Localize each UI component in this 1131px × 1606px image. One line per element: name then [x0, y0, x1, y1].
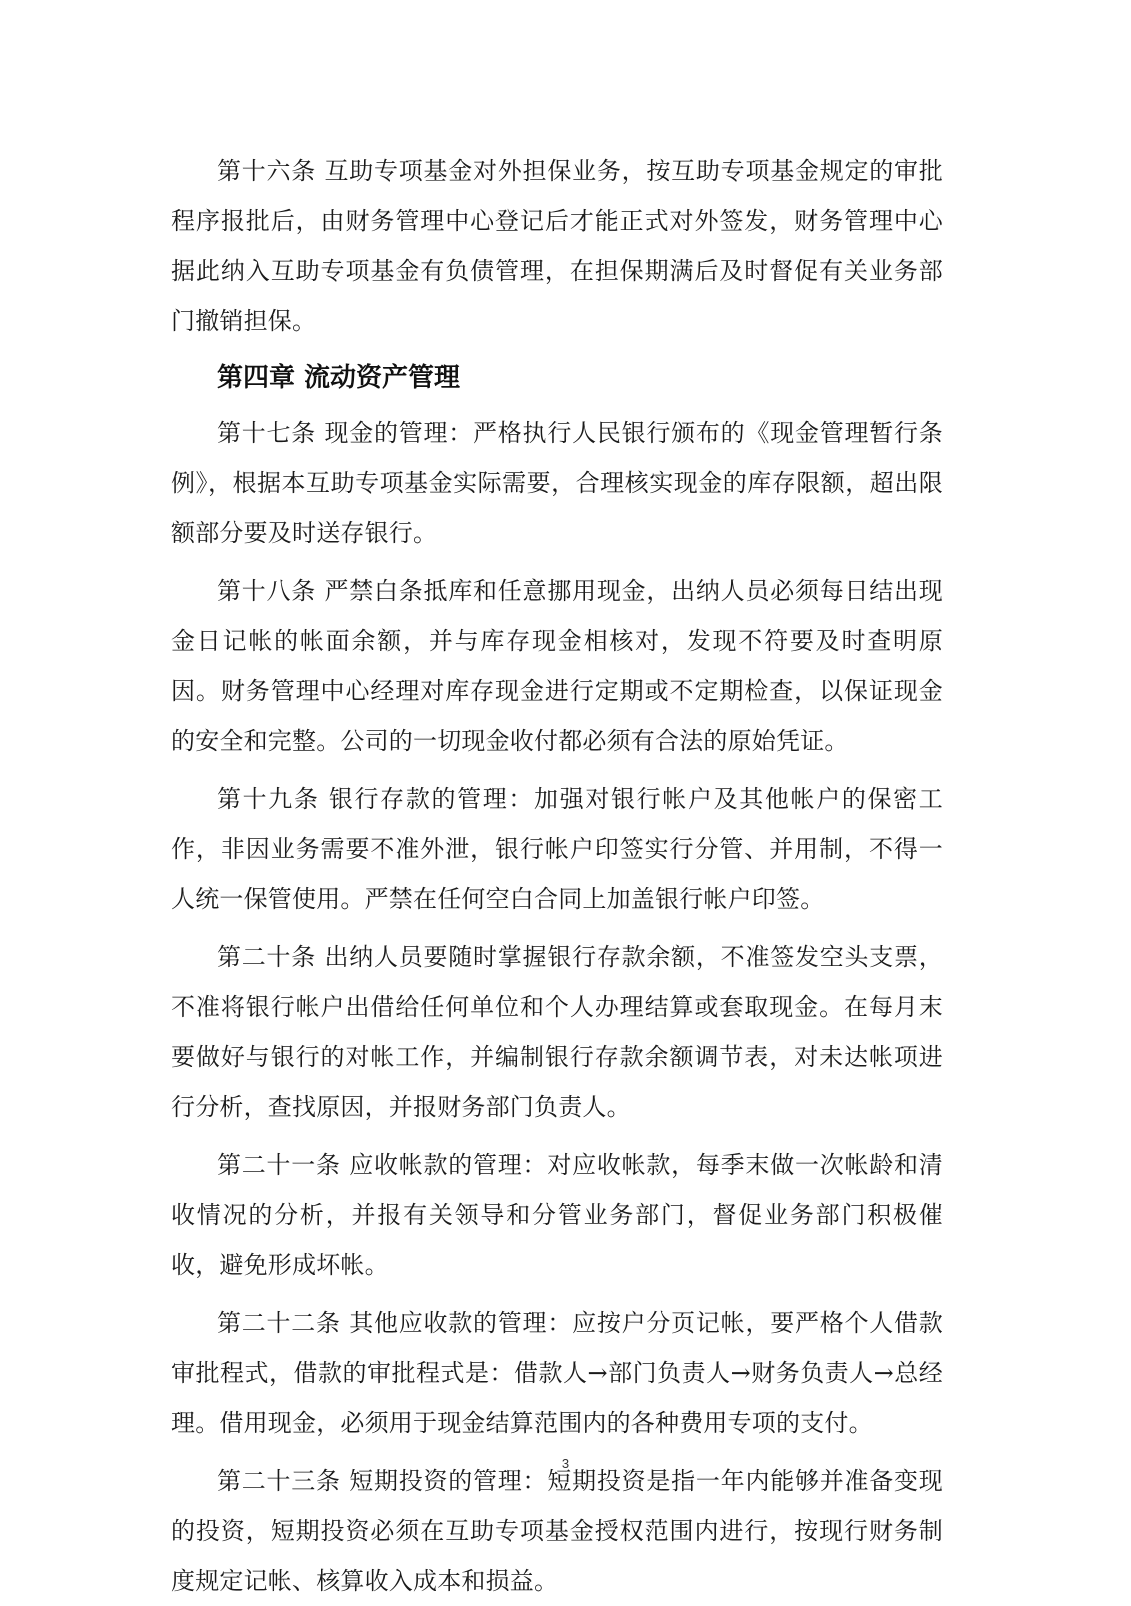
article-23-paragraph: 第二十三条 短期投资的管理：短期投资是指一年内能够并准备变现的投资，短期投资必须在互助专项基金授权范围内进行，按现行财务制度规定记帐、核算收入成本和损益。 [171, 1467, 943, 1595]
page-number: 3 [561, 1456, 570, 1471]
article-18-paragraph: 第十八条 严禁白条抵库和任意挪用现金，出纳人员必须每日结出现金日记帐的帐面余额，并与库存现金相核对，发现不符要及时查明原因。财务管理中心经理对库存现金进行定期或不定期检查，以保证现金的安全和完整。公司的一切现金收付都必须有合法的原始凭证。 [171, 577, 943, 755]
article-21-paragraph: 第二十一条 应收帐款的管理：对应收帐款，每季末做一次帐龄和清收情况的分析，并报有关领导和分管业务部门，督促业务部门积极催收，避免形成坏帐。 [171, 1151, 943, 1279]
article-20-paragraph: 第二十条 出纳人员要随时掌握银行存款余额，不准签发空头支票，不准将银行帐户出借给任何单位和个人办理结算或套取现金。在每月末要做好与银行的对帐工作，并编制银行存款余额调节表，对未达帐项进行分析，查找原因，并报财务部门负责人。 [171, 943, 943, 1121]
chapter-title: 第四章 流动资产管理 [217, 363, 461, 393]
article-22-paragraph: 第二十二条 其他应收款的管理：应按户分页记帐，要严格个人借款审批程式，借款的审批程式是：借款人→部门负责人→财务负责人→总经理。借用现金，必须用于现金结算范围内的各种费用专项的支付。 [171, 1309, 943, 1437]
article-16-paragraph: 第十六条 互助专项基金对外担保业务，按互助专项基金规定的审批程序报批后，由财务管理中心登记后才能正式对外签发，财务管理中心据此纳入互助专项基金有负债管理，在担保期满后及时督促有关业务部门撤销担保。 [171, 157, 943, 335]
document-body [171, 146, 943, 1606]
article-19-paragraph: 第十九条 银行存款的管理：加强对银行帐户及其他帐户的保密工作，非因业务需要不准外泄，银行帐户印签实行分管、并用制，不得一人统一保管使用。严禁在任何空白合同上加盖银行帐户印签。 [171, 785, 943, 913]
article-17-paragraph: 第十七条 现金的管理：严格执行人民银行颁布的《现金管理暂行条例》，根据本互助专项基金实际需要，合理核实现金的库存限额，超出限额部分要及时送存银行。 [171, 419, 943, 547]
